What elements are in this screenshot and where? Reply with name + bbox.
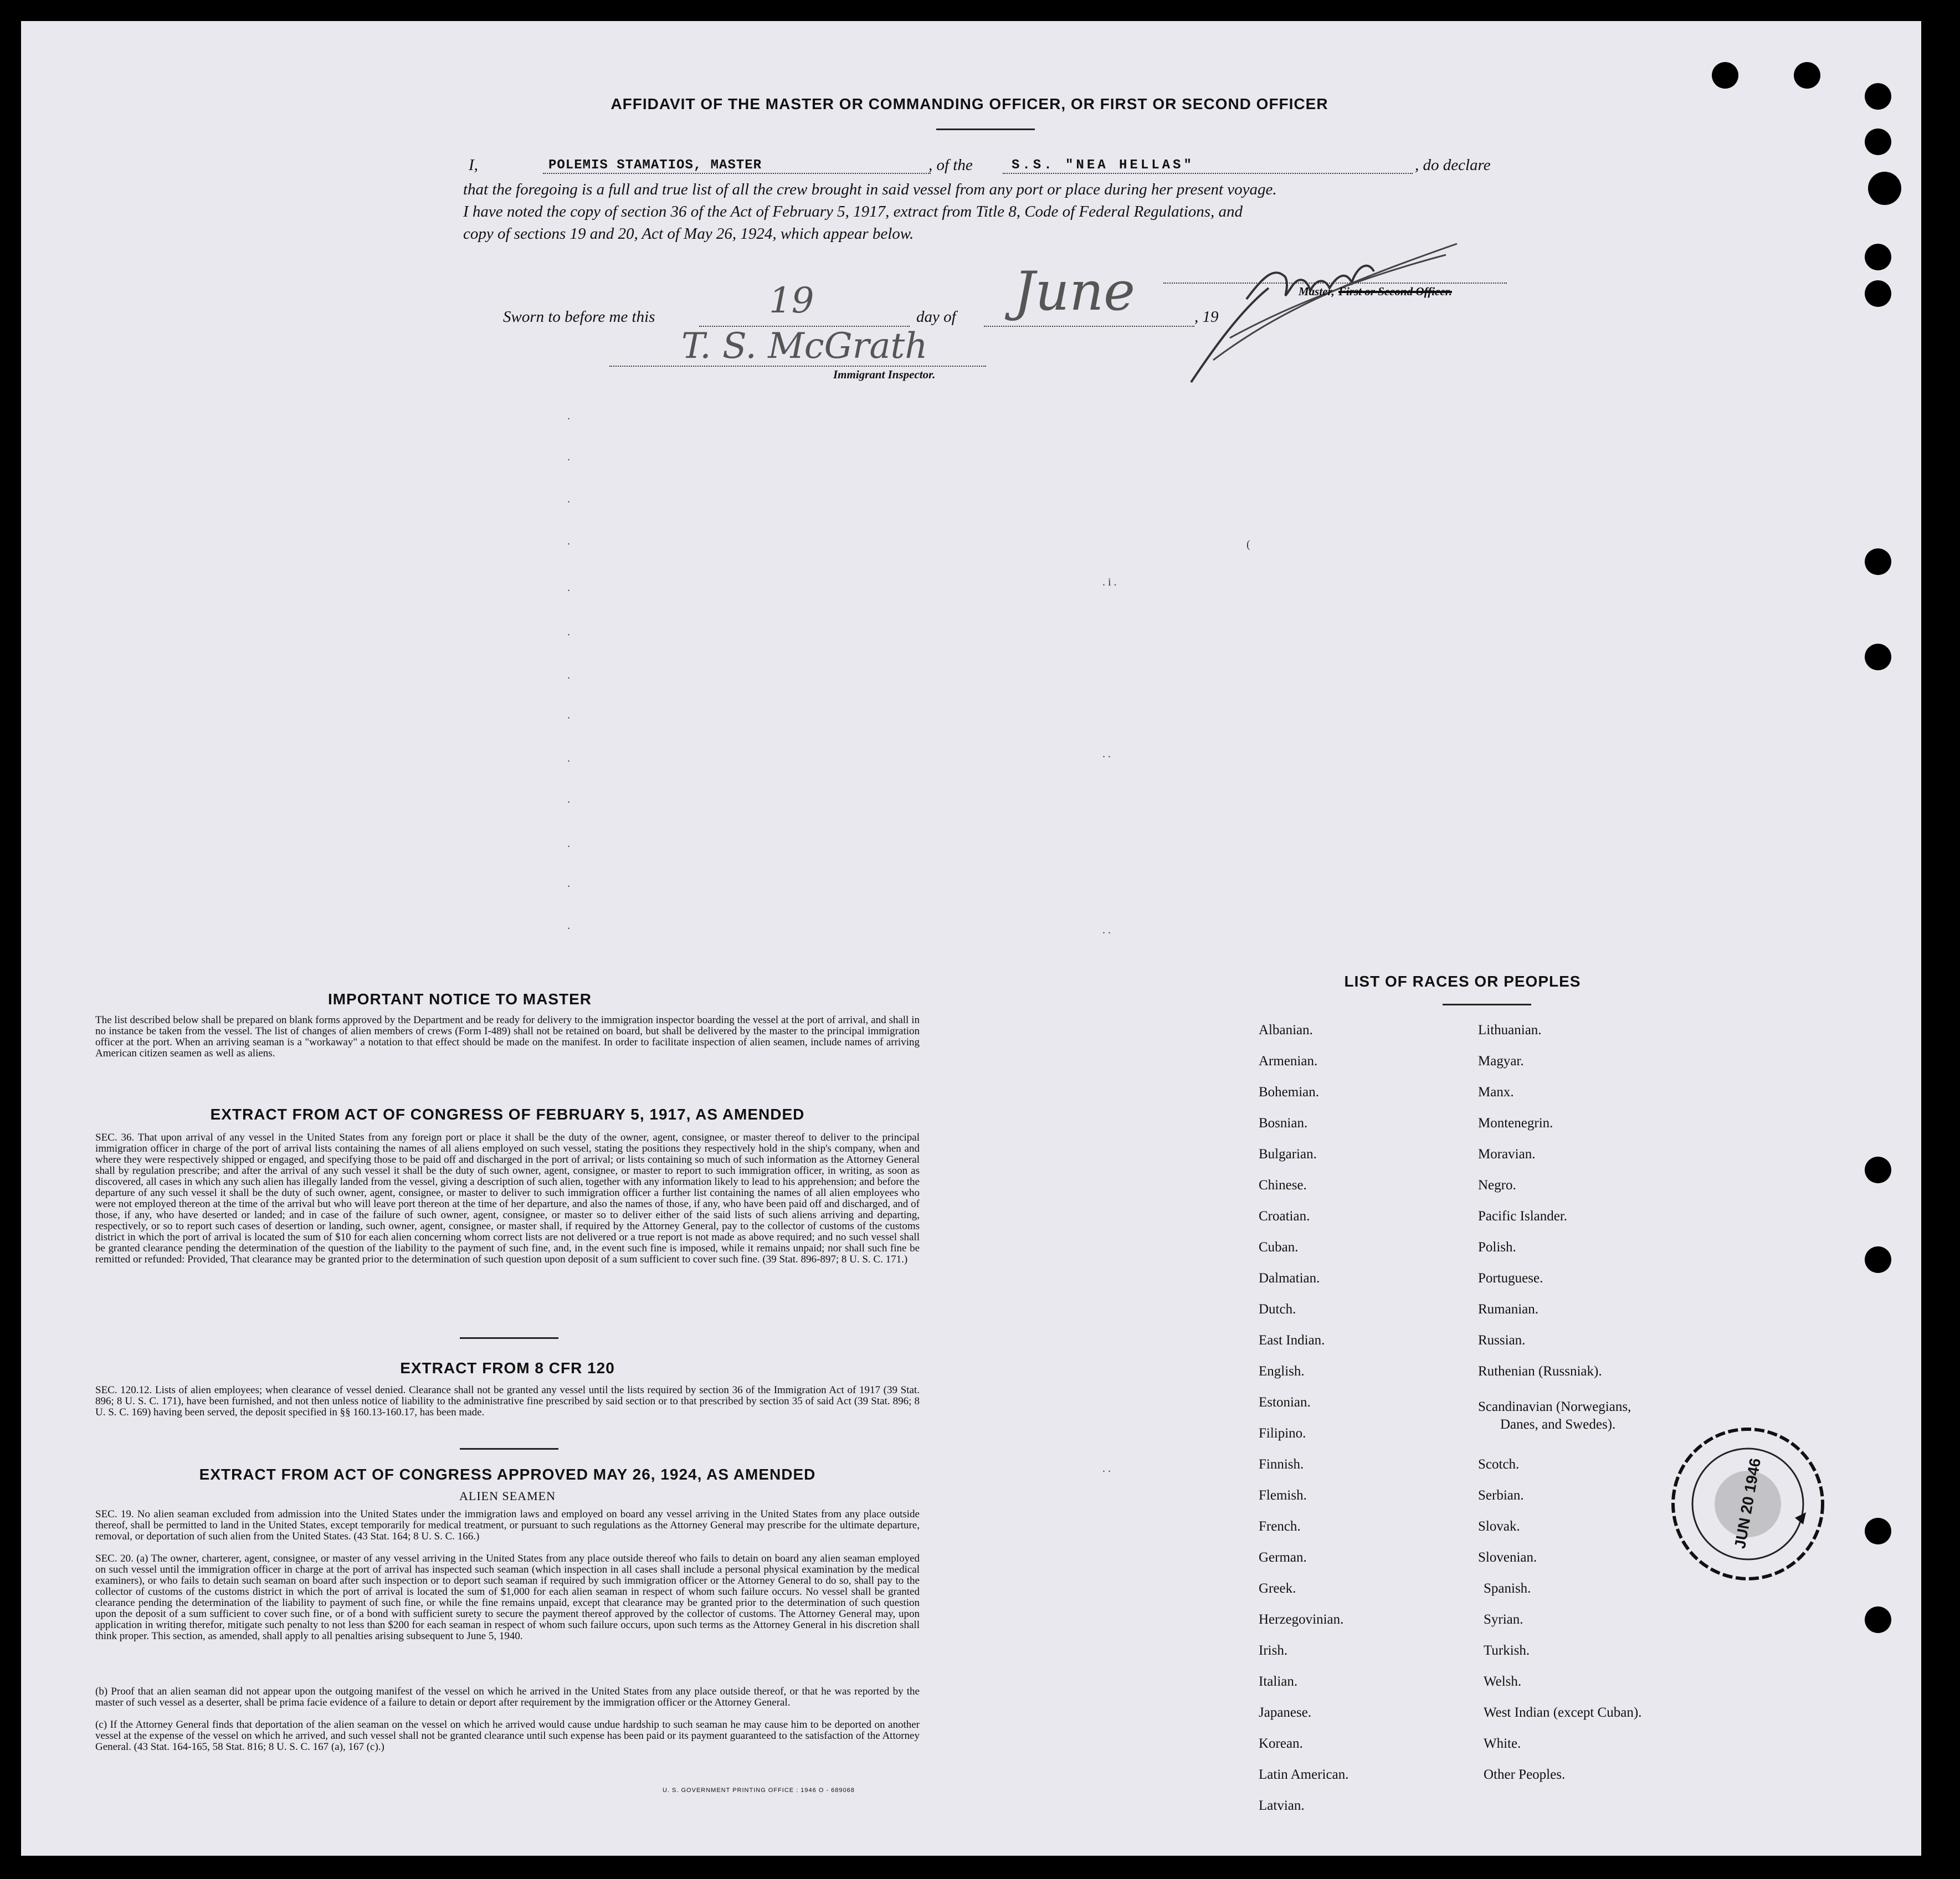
bleed-mark: .	[567, 451, 570, 463]
vessel-field-line	[1003, 173, 1413, 174]
affidavit-line1	[469, 156, 1510, 178]
race-item: East Indian.	[1259, 1333, 1325, 1348]
divider	[460, 1337, 558, 1339]
race-item: Filipino.	[1259, 1426, 1306, 1441]
bleed-mark: . .	[1102, 924, 1111, 936]
race-item: Slovak.	[1478, 1519, 1520, 1534]
race-item: Rumanian.	[1478, 1302, 1539, 1317]
bleed-mark: .	[567, 838, 570, 850]
day-of-label: day of	[916, 308, 956, 326]
race-item: Armenian.	[1259, 1054, 1318, 1069]
race-item: Russian.	[1478, 1333, 1526, 1348]
bleed-mark: . .	[1102, 748, 1111, 760]
binding-hole	[1865, 1157, 1891, 1183]
extract-1924-sec20b: (b) Proof that an alien seaman did not appear upon the outgoing manifest of the vessel on which he arrived in the United States from any place outside thereof, or that he was reported by the master of such vessel as a deserter, shall be prima facie evidence of a failure to detain or deport after requirement by the immigration officer or the Attorney General.	[95, 1686, 920, 1708]
do-declare-label: , do declare	[1415, 156, 1491, 174]
month-field-line	[984, 326, 1194, 327]
race-item: Herzegovinian.	[1259, 1612, 1344, 1627]
extract-1924-subtitle: ALIEN SEAMEN	[459, 1489, 556, 1503]
race-item: Italian.	[1259, 1674, 1298, 1689]
master-signature	[1180, 227, 1468, 388]
race-item: Dutch.	[1259, 1302, 1296, 1317]
race-item: Bosnian.	[1259, 1116, 1308, 1131]
binding-hole	[1868, 172, 1901, 205]
title-divider	[936, 129, 1035, 130]
bleed-mark: . .	[1102, 1462, 1111, 1475]
of-the-label: , of the	[928, 156, 973, 174]
race-item: Scandinavian (Norwegians,	[1478, 1399, 1631, 1414]
binding-hole	[1794, 62, 1820, 89]
race-item: Korean.	[1259, 1736, 1303, 1751]
bleed-mark: .	[567, 410, 570, 422]
extract-8cfr-title: EXTRACT FROM 8 CFR 120	[400, 1359, 615, 1377]
affidavit-title: AFFIDAVIT OF THE MASTER OR COMMANDING OFFICER, OR FIRST OR SECOND OFFICER	[610, 95, 1328, 112]
affidavit-line2: that the foregoing is a full and true list of all the crew brought in said vessel from any port or place during her present voyage.	[463, 181, 1277, 198]
race-item: Turkish.	[1484, 1643, 1530, 1658]
printer-imprint: U. S. GOVERNMENT PRINTING OFFICE : 1946 O - 689068	[663, 1787, 855, 1794]
binding-hole	[1865, 644, 1891, 670]
race-item: Latin American.	[1259, 1767, 1349, 1782]
race-item: English.	[1259, 1364, 1305, 1379]
binding-hole	[1865, 1246, 1891, 1273]
extract-1917-text: SEC. 36. That upon arrival of any vessel in the United States from any foreign port or place it shall be the duty of the owner, agent, consignee, or master thereof to deliver to the principal immigration officer in charge of the port of arrival lists containing the names of all aliens employed on such vessel, stating the positions they respectively hold in the ship's company, when and where they were respectively shipped or engaged, and specifying those to be paid off and discharged in the port of arrival; or lists containing so much of such information as the Attorney General shall by regulation prescribe; and after the arrival of any such vessel it shall be the duty of such owner, agent, consignee, or master to report to such immigration officer, in writing, as soon as discovered, all cases in which any such alien has illegally landed from the vessel, giving a description of such alien, together with any information likely to lead to his apprehension; and before the departure of any such vessel it shall be the duty of such owner, agent, consignee, or master to deliver to such immigration officer a further list containing the names of all alien employees who were not employed thereon at the time of the arrival but who will leave port thereon at the time of her departure, and also the names of those, if any, who have been paid off and discharged, and of those, if any, who have deserted or landed; and in case of the failure of such owner, agent, consignee, or master so to deliver either of the said lists of such aliens arriving and departing, respectively, or so to report such cases of desertion or landing, such owner, agent, consignee, or master shall, if required by the Attorney General, pay to the collector of customs of the customs district in which the port of arrival is located the sum of $10 for each alien concerning whom correct lists are not delivered or a true report is not made as above required; and no such vessel shall be granted clearance pending the determination of the question of the liability to the payment of such fine, and, in the event such fine is imposed, while it remains unpaid; nor shall such fine be remitted or refunded: Provided, That clearance may be granted prior to the determination of such question upon deposit of a sum sufficient to cover such fine. (39 Stat. 896-897; 8 U. S. C. 171.)	[95, 1132, 920, 1265]
race-item: Other Peoples.	[1484, 1767, 1566, 1782]
race-item: Scotch.	[1478, 1457, 1520, 1472]
race-item: West Indian (except Cuban).	[1484, 1705, 1642, 1720]
bleed-mark: .	[567, 582, 570, 594]
bleed-mark: .	[567, 920, 570, 932]
officer-struck-label: First or Second Officer.	[1338, 285, 1452, 298]
sworn-label: Sworn to before me this	[503, 308, 655, 326]
extract-1924-sec20a: SEC. 20. (a) The owner, charterer, agent, consignee, or master of any vessel arriving in the United States from any place outside thereof who fails to detain on board any alien seaman employed on such vessel until the immigration officer in charge at the port of arrival has inspected such seaman (which inspection in all cases shall include a personal physical examination by the medical examiners), or who fails to detain such seaman on board after such inspection or to deport such seaman if required by such immigration officer or the Attorney General to do so, shall pay to the collector of customs of the customs district in which the port of arrival is located the sum of $1,000 for each alien seaman in respect of whom such failure occurs. No vessel shall be granted clearance pending the determination of the liability to payment of such fine, or while the fine remains unpaid, except that clearance may be granted prior to the determination of such question upon the deposit of a sum sufficient to cover such fine, or of a bond with sufficient surety to secure the payment thereof approved by the collector of customs. The Attorney General may, upon application in writing therefor, mitigate such penalty to not less than $200 for each seaman in respect of whom such failure occurs, upon such terms as the Attorney General in his discretion shall think proper. This section, as amended, shall apply to all penalties arising subsequent to June 5, 1940.	[95, 1553, 920, 1642]
race-item: Welsh.	[1484, 1674, 1522, 1689]
binding-hole	[1712, 62, 1738, 89]
race-item: Magyar.	[1478, 1054, 1524, 1069]
extract-1917-title: EXTRACT FROM ACT OF CONGRESS OF FEBRUARY 5, 1917, AS AMENDED	[210, 1106, 805, 1123]
race-item: Bohemian.	[1259, 1085, 1320, 1100]
name-field-line	[543, 173, 931, 174]
affidavit-line3: I have noted the copy of section 36 of the Act of February 5, 1917, extract from Title 8, Code of Federal Regulations, and	[463, 203, 1243, 220]
race-item: Montenegrin.	[1478, 1116, 1553, 1131]
races-left-column	[1259, 1023, 1469, 1820]
race-item: Cuban.	[1259, 1240, 1299, 1255]
extract-1924-title: EXTRACT FROM ACT OF CONGRESS APPROVED MAY 26, 1924, AS AMENDED	[199, 1466, 816, 1483]
race-item: Syrian.	[1484, 1612, 1523, 1627]
binding-hole	[1865, 1606, 1891, 1633]
extract-1924-sec19: SEC. 19. No alien seaman excluded from admission into the United States under the immigration laws and employed on board any vessel arriving in the United States from any place outside thereof, shall be permitted to land in the United States, except temporarily for medical treatment, or pursuant to such regulations as the Attorney General may prescribe for the ultimate departure, removal, or deportation of such alien from the United States. (43 Stat. 164; 8 U. S. C. 166.)	[95, 1508, 920, 1542]
year-prefix: , 19	[1194, 308, 1219, 326]
race-item: Negro.	[1478, 1178, 1516, 1193]
bleed-mark: .	[567, 793, 570, 805]
inspector-signature: T. S. McGrath	[681, 326, 928, 367]
bleed-mark: . i .	[1102, 576, 1117, 588]
binding-hole	[1865, 548, 1891, 575]
race-item: Irish.	[1259, 1643, 1288, 1658]
race-item: Greek.	[1259, 1581, 1296, 1596]
notice-title: IMPORTANT NOTICE TO MASTER	[327, 990, 592, 1008]
sworn-month-handwritten: June	[1014, 260, 1135, 322]
race-item: Manx.	[1478, 1085, 1514, 1100]
bleed-mark: .	[567, 669, 570, 681]
race-item: Flemish.	[1259, 1488, 1307, 1503]
race-item: Slovenian.	[1478, 1550, 1537, 1565]
notice-text: The list described below shall be prepared on blank forms approved by the Department and be ready for delivery to the immigration inspector boarding the vessel at the port of arrival, and shall in no instance be taken from the vessel. The list of changes of alien members of crews (Form I-489) shall not be retained on board, but shall be delivered by the master to the principal immigration officer at the port. When an arriving seaman is a "workaway" a notation to that effect should be made on the manifest. In order to facilitate inspection of alien seamen, include names of arriving American citizen seamen as well as aliens.	[95, 1014, 920, 1059]
bleed-mark: .	[567, 752, 570, 764]
race-item: White.	[1484, 1736, 1521, 1751]
bleed-mark: .	[567, 709, 570, 721]
race-item: Dalmatian.	[1259, 1271, 1320, 1286]
race-item: French.	[1259, 1519, 1301, 1534]
bleed-mark: .	[567, 877, 570, 890]
race-item: Serbian.	[1478, 1488, 1524, 1503]
races-right-column	[1478, 1023, 1722, 1820]
inspector-label: Immigrant Inspector.	[833, 368, 936, 381]
bleed-mark: .	[567, 535, 570, 547]
binding-hole	[1865, 1518, 1891, 1544]
vessel-name-typed: S.S. "NEA HELLAS"	[1012, 158, 1194, 173]
stamp-date: JUN 20 1946	[1731, 1456, 1764, 1550]
race-item: Lithuanian.	[1478, 1023, 1542, 1038]
race-item: Chinese.	[1259, 1178, 1307, 1193]
race-item: Ruthenian (Russniak).	[1478, 1364, 1602, 1379]
races-divider	[1443, 1004, 1531, 1005]
extract-1924-sec20c: (c) If the Attorney General finds that deportation of the alien seaman on the vessel on which he arrived would cause undue hardship to such seaman he may cause him to be deported on another vessel at the expense of the vessel on which he arrived, and such vessel shall not be granted clearance until such expense has been paid or its payment guaranteed to the satisfaction of the Attorney General. (43 Stat. 164-165, 58 Stat. 816; 8 U. S. C. 167 (a), 167 (c).)	[95, 1719, 920, 1753]
sworn-day-handwritten: 19	[769, 280, 814, 321]
race-item: Japanese.	[1259, 1705, 1312, 1720]
race-item: Pacific Islander.	[1478, 1209, 1568, 1224]
extract-8cfr-text: SEC. 120.12. Lists of alien employees; when clearance of vessel denied. Clearance shall not be granted any vessel until the lists required by section 36 of the Immigration Act of 1917 (39 Stat. 896; 8 U. S. C. 171), have been furnished, and not then unless notice of liability to the administrative fine prescribed by said section or to that prescribed by section 35 of said Act (39 Stat. 896; 8 U. S. C. 169) having been served, the deposit specified in §§ 160.13-160.17, has been made.	[95, 1384, 920, 1418]
binding-hole	[1865, 280, 1891, 307]
inspection-stamp	[1667, 1424, 1828, 1584]
race-item: Bulgarian.	[1259, 1147, 1317, 1162]
binding-hole	[1865, 83, 1891, 110]
race-item: Danes, and Swedes).	[1500, 1417, 1616, 1432]
binding-hole	[1865, 129, 1891, 155]
races-title: LIST OF RACES OR PEOPLES	[1344, 973, 1581, 990]
race-item: Finnish.	[1259, 1457, 1304, 1472]
binding-hole	[1865, 244, 1891, 270]
master-label: Master,	[1299, 285, 1335, 298]
affidavit-line4: copy of sections 19 and 20, Act of May 26, 1924, which appear below.	[463, 225, 914, 243]
i-label: I,	[469, 156, 478, 174]
race-item: Croatian.	[1259, 1209, 1310, 1224]
race-item: Spanish.	[1484, 1581, 1531, 1596]
master-name-typed: POLEMIS STAMATIOS, MASTER	[548, 158, 762, 173]
bleed-mark: .	[567, 493, 570, 505]
race-item: German.	[1259, 1550, 1307, 1565]
race-item: Polish.	[1478, 1240, 1516, 1255]
divider	[460, 1448, 558, 1450]
race-item: Albanian.	[1259, 1023, 1313, 1038]
race-item: Portuguese.	[1478, 1271, 1543, 1286]
bleed-mark: .	[567, 626, 570, 638]
race-item: Latvian.	[1259, 1798, 1305, 1813]
race-item: Moravian.	[1478, 1147, 1536, 1162]
bleed-mark: (	[1246, 538, 1250, 551]
race-item: Estonian.	[1259, 1395, 1311, 1410]
